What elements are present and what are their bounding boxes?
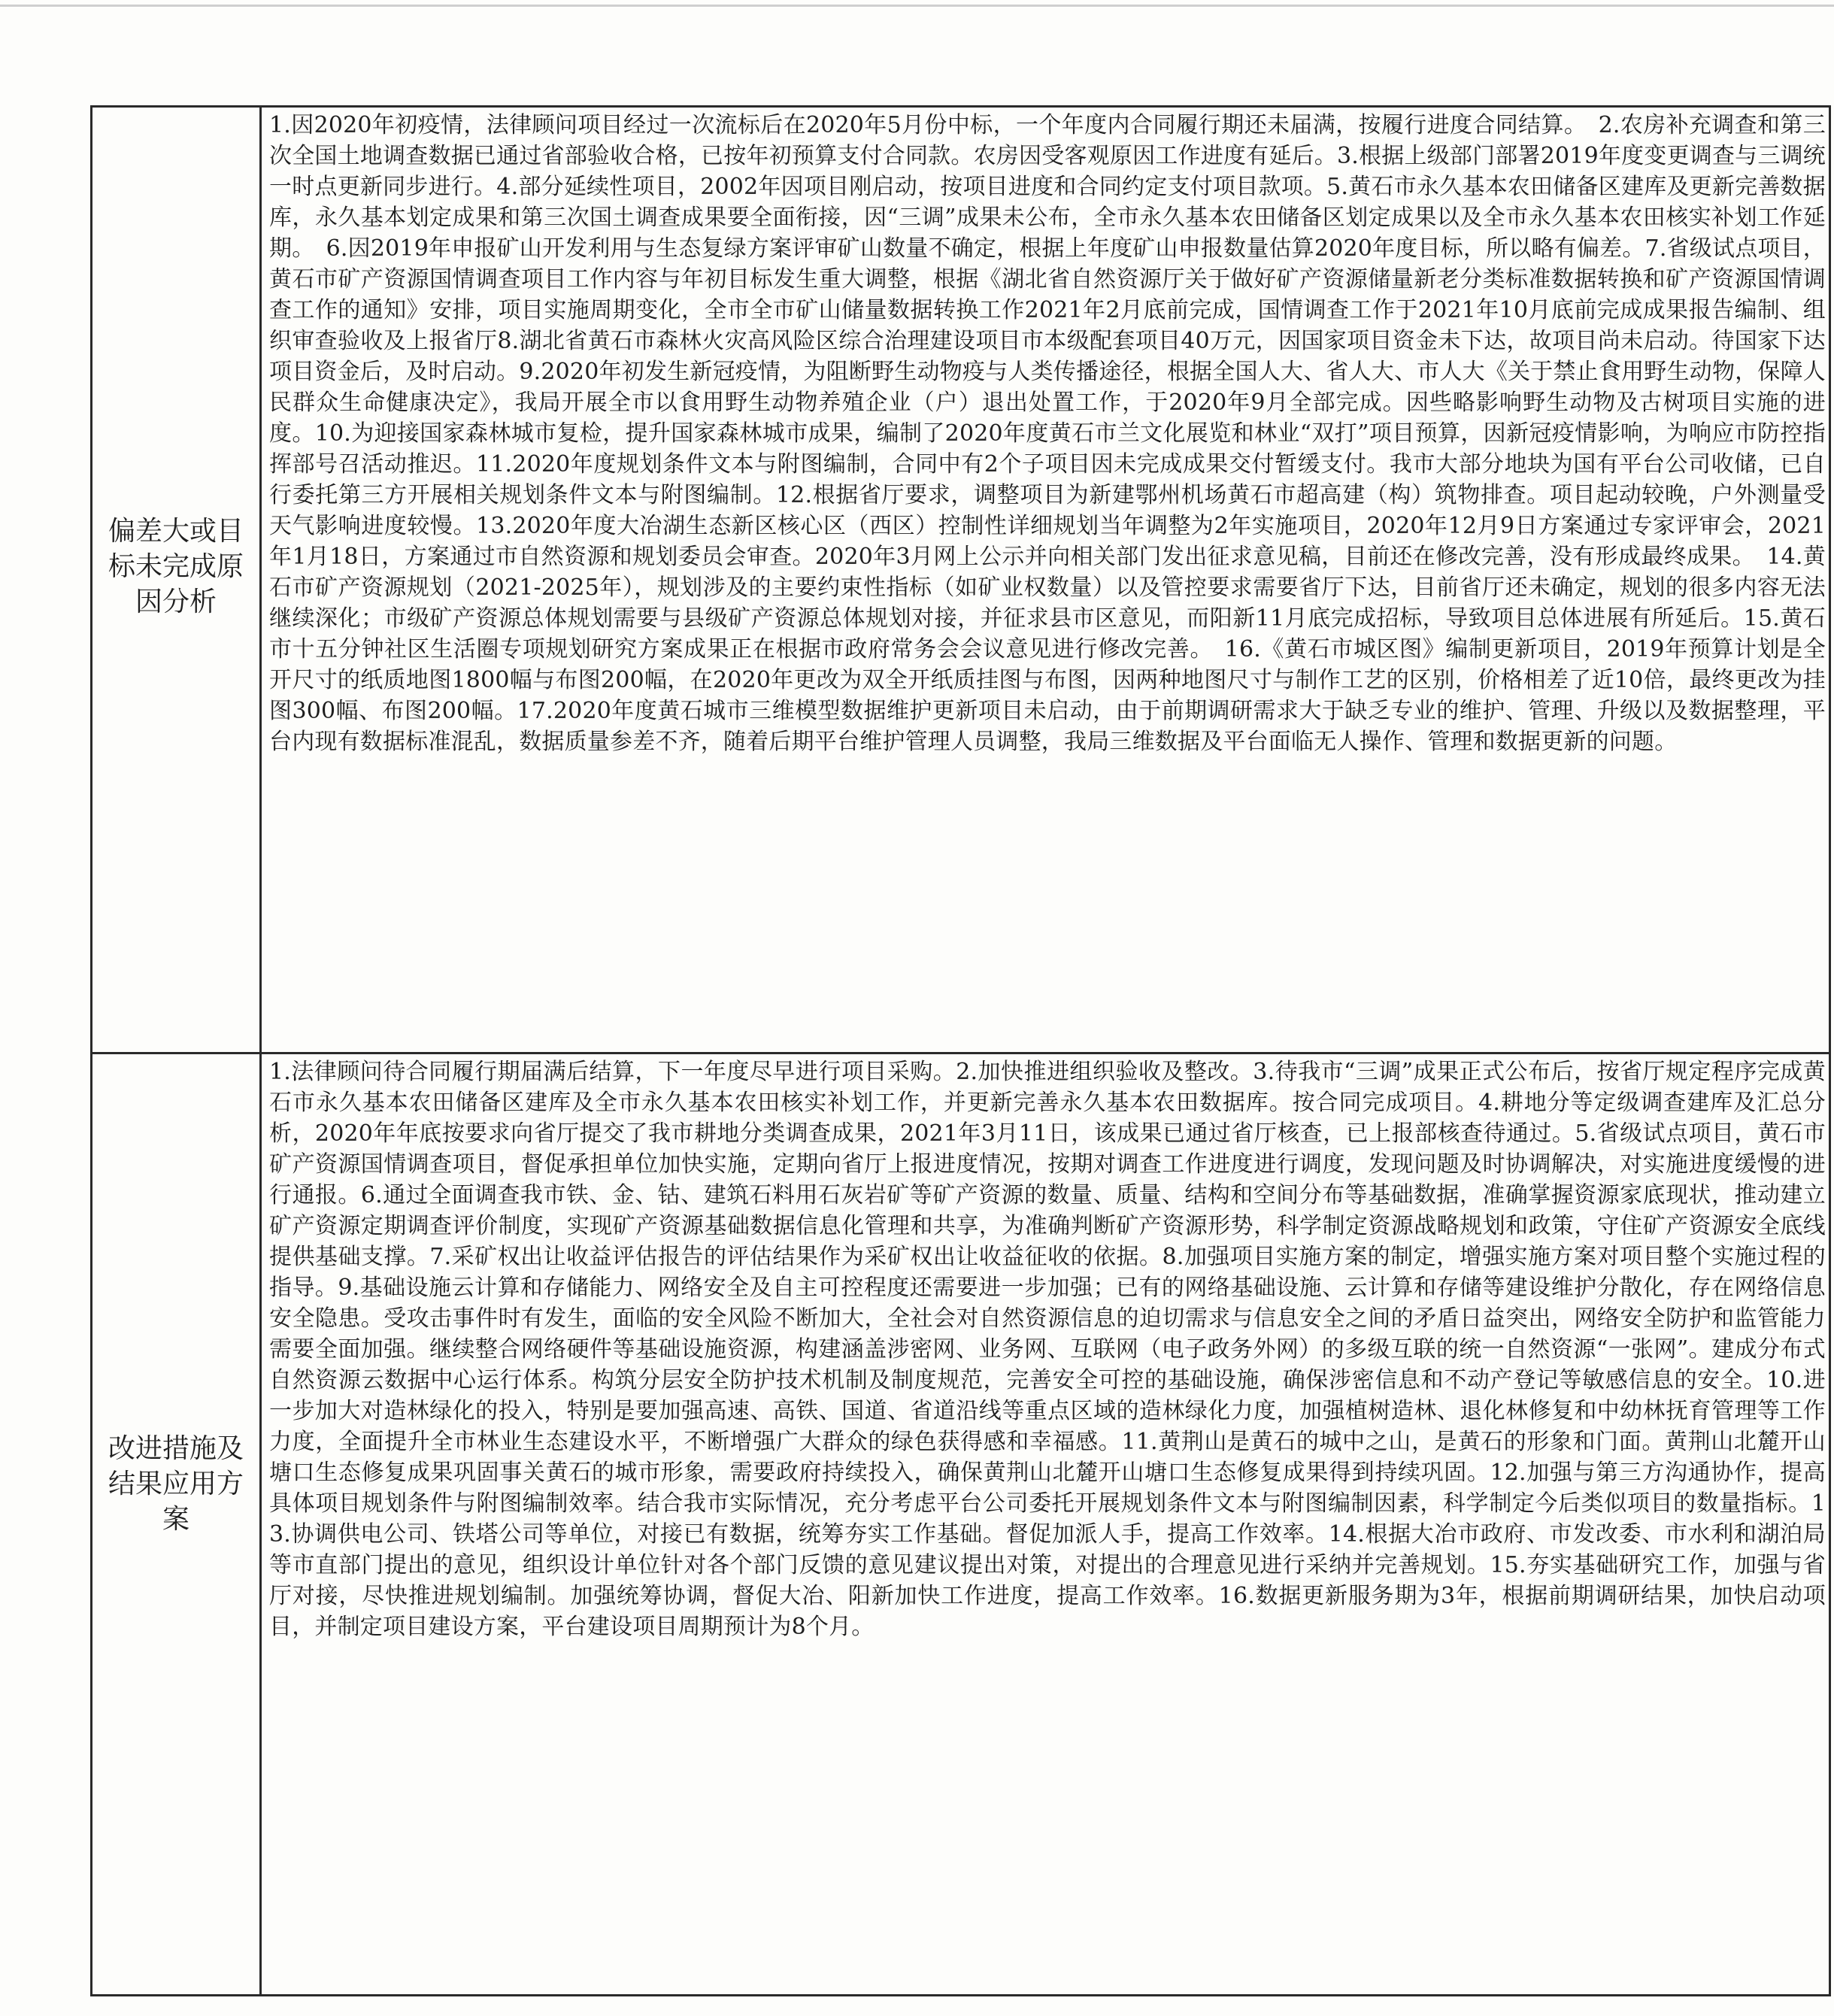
row-content-improvement-measures: 1.法律顾问待合同履行期届满后结算，下一年度尽早进行项目采购。2.加快推进组织验收及整改。3.待我市“三调”成果正式公布后，按省厅规定程序完成黄石市永久基本农田储备区建库及全市永久基本农田核实补划工作，并更新完善永久基本农田数据库。按合同完成项目。4.耕地分等定级调查建库及汇总分析，2020年年底按要求向省厅提交了我市耕地分类调查成果，2021年3月11日，该成果已通过省厅核查，已上报部核查待通过。5.省级试点项目，黄石市矿产资源国情调查项目，督促承担单位加快实施，定期向省厅上报进度情况，按期对调查工作进度进行调度，发现问题及时协调解决，对实施进度缓慢的进行通报。6.通过全面调查我市铁、金、钴、建筑石料用石灰岩矿等矿产资源的数量、质量、结构和空间分布等基础数据，准确掌握资源家底现状，推动建立矿产资源定期调查评价制度，实现矿产资源基础数据信息化管理和共享，为准确判断矿产资源形势，科学制定资源战略规划和政策，守住矿产资源安全底线提供基础支撑。7.采矿权出让收益评估报告的评估结果作为采矿权出让收益征收的依据。8.加强项目实施方案的制定，增强实施方案对项目整个实施过程的指导。9.基础设施云计算和存储能力、网络安全及自主可控程度还需要进一步加强；已有的网络基础设施、云计算和存储等建设维护分散化，存在网络信息安全隐患。受攻击事件时有发生，面临的安全风险不断加大，全社会对自然资源信息的迫切需求与信息安全之间的矛盾日益突出，网络安全防护和监管能力需要全面加强。继续整合网络硬件等基础设施资源，构建涵盖涉密网、业务网、互联网（电子政务外网）的多级互联的统一自然资源“一张网”。建成分布式自然资源云数据中心运行体系。构筑分层安全防护技术机制及制度规范，完善安全可控的基础设施，确保涉密信息和不动产登记等敏感信息的安全。10.进一步加大对造林绿化的投入，特别是要加强高速、高铁、国道、省道沿线等重点区域的造林绿化力度，加强植树造林、退化林修复和中幼林抚育管理等工作力度，全面提升全市林业生态建设水平，不断增强广大群众的绿色获得感和幸福感。11.黄荆山是黄石的城中之山，是黄石的形象和门面。黄荆山北麓开山塘口生态修复成果巩固事关黄石的城市形象，需要政府持续投入，确保黄荆山北麓开山塘口生态修复成果得到持续巩固。12.加强与第三方沟通协作，提高具体项目规划条件与附图编制效率。结合我市实际情况，充分考虑平台公司委托开展规划条件文本与附图编制因素，科学制定今后类似项目的数量指标。13.协调供电公司、铁塔公司等单位，对接已有数据，统筹夯实工作基础。督促加派人手，提高工作效率。14.根据大冶市政府、市发改委、市水利和湖泊局等市直部门提出的意见，组织设计单位针对各个部门反馈的意见建议提出对策，对提出的合理意见进行采纳并完善规划。15.夯实基础研究工作，加强与省厅对接，尽快推进规划编制。加强统筹协调，督促大冶、阳新加快工作进度，提高工作效率。16.数据更新服务期为3年，根据前期调研结果，加快启动项目，并制定项目建设方案，平台建设项目周期预计为8个月。 [269, 1059, 1826, 1640]
row-label-improvement-measures: 改进措施及结果应用方案 [108, 1433, 244, 1535]
label-column [92, 108, 262, 1994]
scan-edge-line [0, 5, 1834, 7]
content-column [262, 108, 1829, 1994]
row-content-deviation-analysis: 1.因2020年初疫情，法律顾问项目经过一次流标后在2020年5月份中标，一个年度内合同履行期还未届满，按履行进度合同结算。 2.农房补充调查和第三次全国土地调查数据已通过省部验收合格，已按年初预算支付合同款。农房因受客观原因工作进度有延后。3.根据上级部门部署2019年度变更调查与三调统一时点更新同步进行。4.部分延续性项目，2002年因项目刚启动，按项目进度和合同约定支付项目款项。5.黄石市永久基本农田储备区建库及更新完善数据库，永久基本划定成果和第三次国土调查成果要全面衔接，因“三调”成果未公布，全市永久基本农田储备区划定成果以及全市永久基本农田核实补划工作延期。 6.因2019年申报矿山开发利用与生态复绿方案评审矿山数量不确定，根据上年度矿山申报数量估算2020年度目标，所以略有偏差。7.省级试点项目，黄石市矿产资源国情调查项目工作内容与年初目标发生重大调整，根据《湖北省自然资源厅关于做好矿产资源储量新老分类标准数据转换和矿产资源国情调查工作的通知》安排，项目实施周期变化，全市全市矿山储量数据转换工作2021年2月底前完成，国情调查工作于2021年10月底前完成成果报告编制、组织审查验收及上报省厅8.湖北省黄石市森林火灾高风险区综合治理建设项目市本级配套项目40万元，因国家项目资金未下达，故项目尚未启动。待国家下达项目资金后，及时启动。9.2020年初发生新冠疫情，为阻断野生动物疫与人类传播途径，根据全国人大、省人大、市人大《关于禁止食用野生动物，保障人民群众生命健康决定》，我局开展全市以食用野生动物养殖企业（户）退出处置工作，于2020年9月全部完成。因些略影响野生动物及古树项目实施的进度。10.为迎接国家森林城市复检，提升国家森林城市成果，编制了2020年度黄石市兰文化展览和林业“双打”项目预算，因新冠疫情影响，为响应市防控指挥部号召活动推迟。11.2020年度规划条件文本与附图编制，合同中有2个子项目因未完成成果交付暂缓支付。我市大部分地块为国有平台公司收储，已自行委托第三方开展相关规划条件文本与附图编制。12.根据省厅要求，调整项目为新建鄂州机场黄石市超高建（构）筑物排查。项目起动较晚，户外测量受天气影响进度较慢。13.2020年度大冶湖生态新区核心区（西区）控制性详细规划当年调整为2年实施项目，2020年12月9日方案通过专家评审会，2021年1月18日，方案通过市自然资源和规划委员会审查。2020年3月网上公示并向相关部门发出征求意见稿，目前还在修改完善，没有形成最终成果。 14.黄石市矿产资源规划（2021-2025年），规划涉及的主要约束性指标（如矿业权数量）以及管控要求需要省厅下达，目前省厅还未确定，规划的很多内容无法继续深化；市级矿产资源总体规划需要与县级矿产资源总体规划对接，并征求县市区意见，而阳新11月底完成招标，导致项目总体进展有所延后。15.黄石市十五分钟社区生活圈专项规划研究方案成果正在根据市政府常务会会议意见进行修改完善。 16.《黄石市城区图》编制更新项目，2019年预算计划是全开尺寸的纸质地图1800幅与布图200幅，在2020年更改为双全开纸质挂图与布图，因两种地图尺寸与制作工艺的区别，价格相差了近10倍，最终更改为挂图300幅、布图200幅。17.2020年度黄石城市三维模型数据维护更新项目未启动，由于前期调研需求大于缺乏专业的维护、管理、升级以及数据整理，平台内现有数据标准混乱，数据质量参差不齐，随着后期平台维护管理人员调整，我局三维数据及平台面临无人操作、管理和数据更新的问题。 [269, 112, 1826, 755]
row-label-deviation-analysis: 偏差大或目标未完成原因分析 [108, 516, 244, 617]
evaluation-table [90, 105, 1831, 1996]
